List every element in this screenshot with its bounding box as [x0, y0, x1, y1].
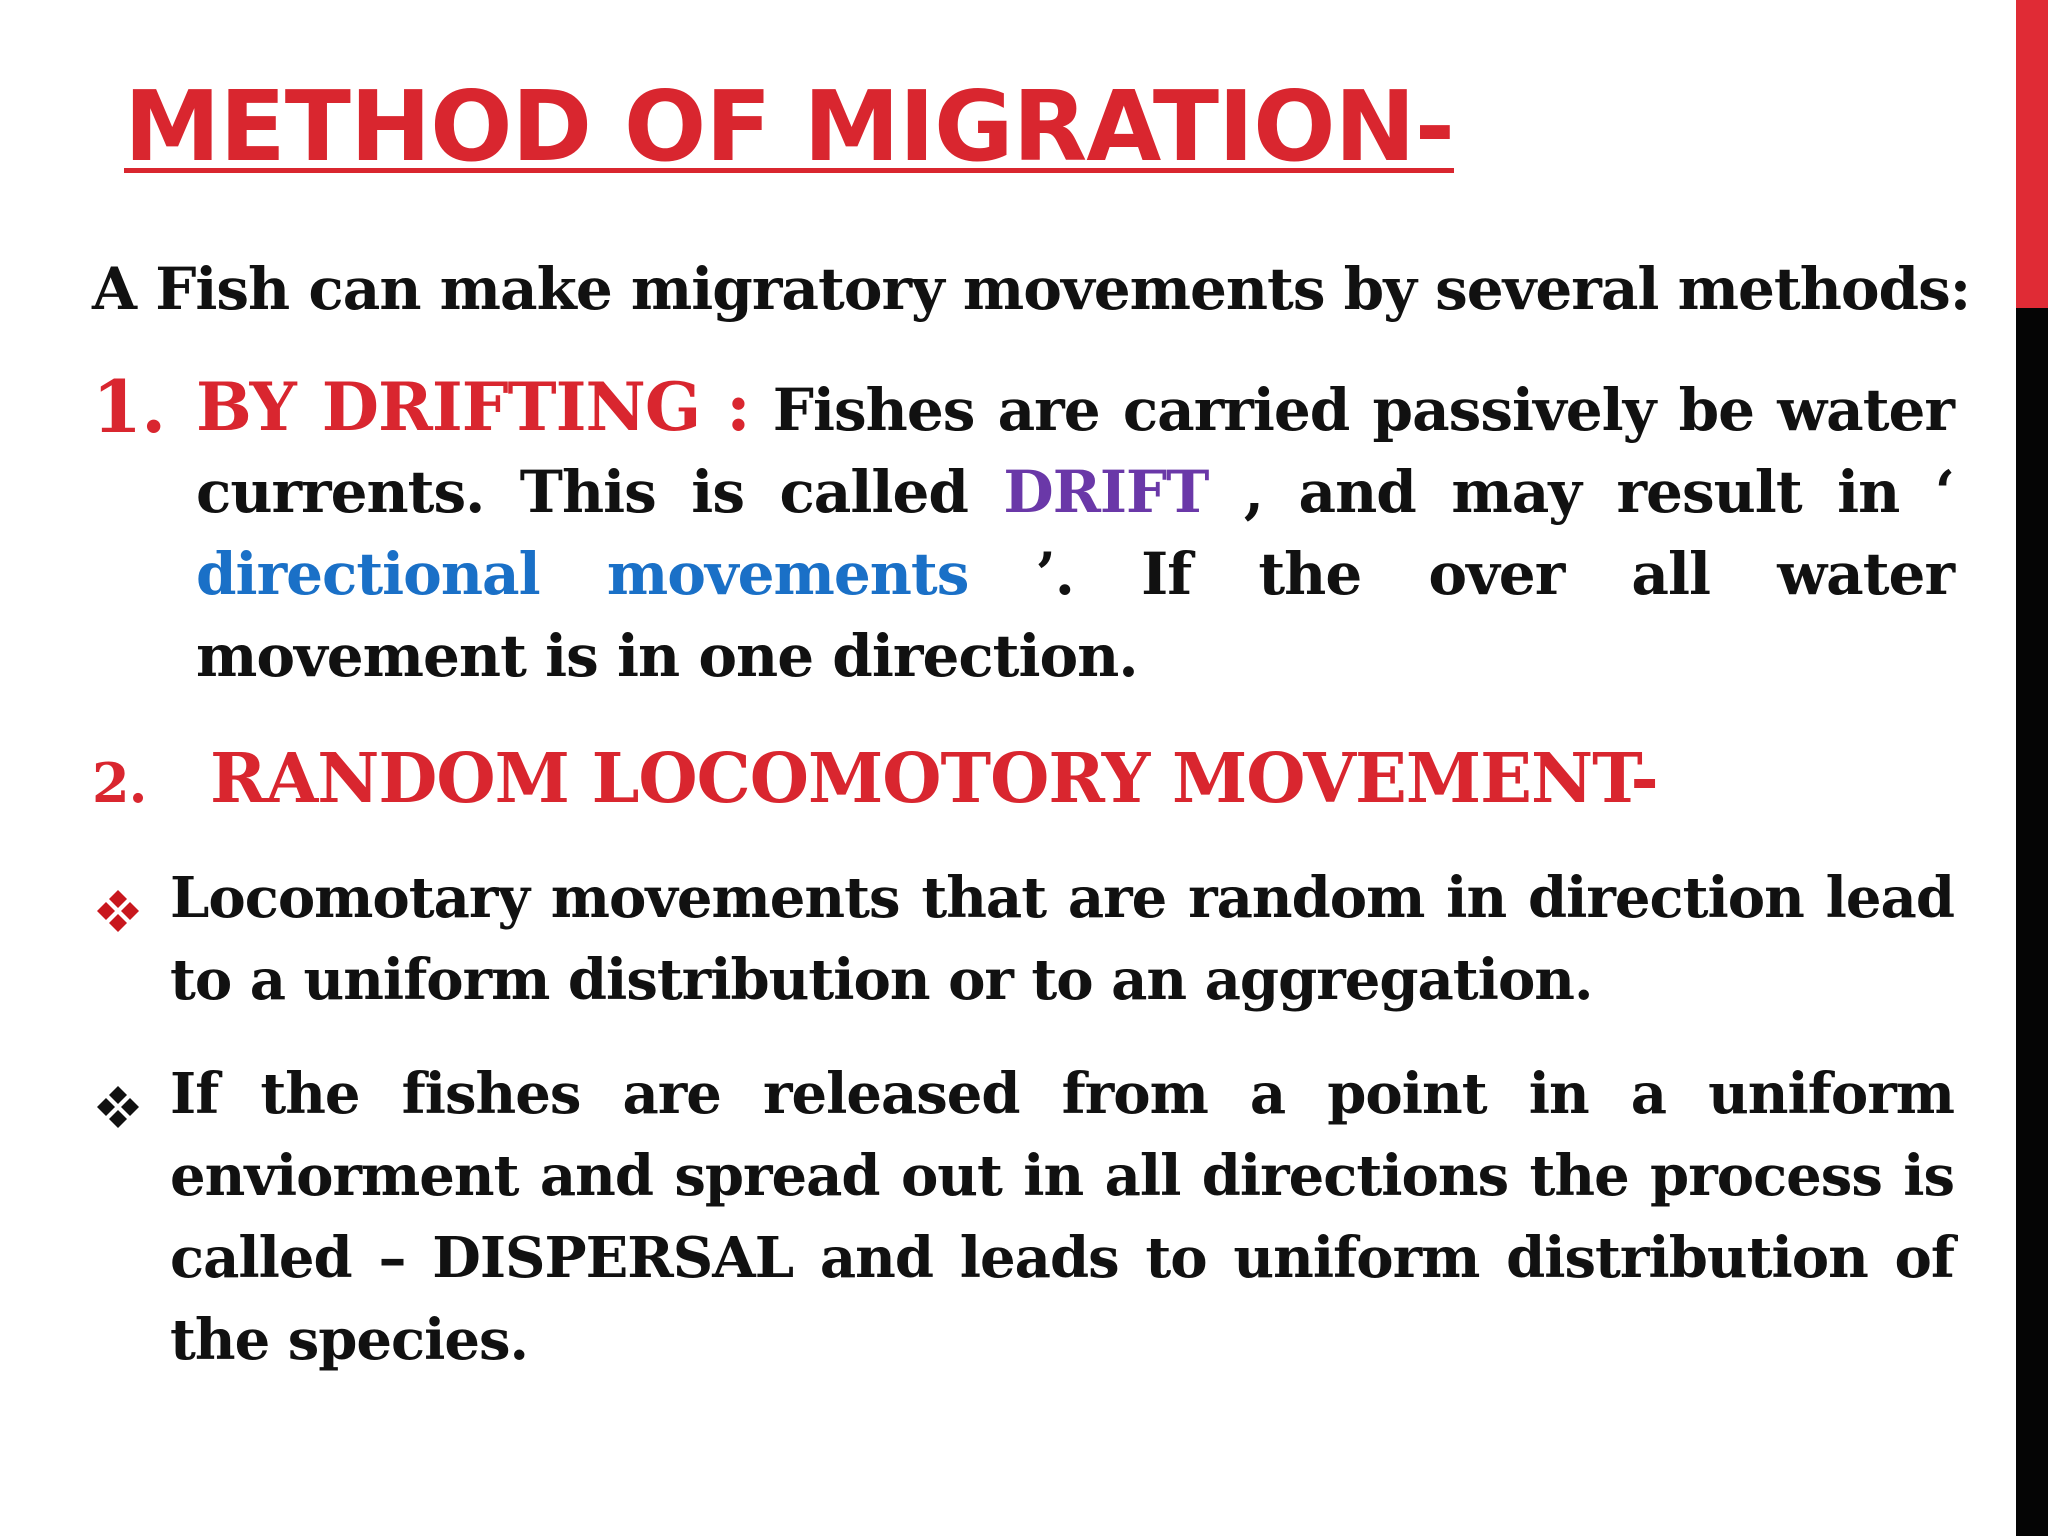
method-description-text-3: ’. If the over all water movement is in one direction. [196, 540, 1955, 690]
bullet-text: If the fishes are released from a point in a uniform enviorment and spread out in all directions the process is called – DISPERSAL and leads to uniform distribution of the species. [170, 1061, 1954, 1373]
bullet-text: Locomotary movements that are random in direction lead to a uniform distribution or to an aggregation. [170, 865, 1954, 1013]
diamond-bullet-icon [94, 1071, 142, 1119]
method-description-text-2: , and may result in ‘ [1243, 458, 1954, 526]
slide-side-accent-black [2016, 308, 2048, 1536]
bullet-item [92, 1053, 1954, 1381]
method-item-drifting [92, 366, 1954, 697]
method-heading-random-locomotory: RANDOM LOCOMOTORY MOVEMENT- [210, 739, 1658, 819]
directional-movements-term: directional movements [196, 540, 969, 608]
method-item-random-locomotory [92, 733, 1954, 825]
method-heading-drifting: BY DRIFTING : [196, 368, 750, 446]
slide-side-accent-red [2016, 0, 2048, 308]
slide-title: METHOD OF MIGRATION- [124, 70, 1454, 183]
drift-term: DRIFT [1003, 458, 1209, 526]
method-number: 1. [92, 364, 166, 449]
method-number: 2. [92, 751, 147, 815]
bullet-item [92, 857, 1954, 1021]
slide-content [92, 246, 1971, 1381]
method-description-text: Fishes are carried passively be water currents. This is called [196, 376, 1954, 526]
diamond-bullet-icon [94, 875, 142, 923]
intro-text: A Fish can make migratory movements by several methods: [92, 255, 1971, 323]
